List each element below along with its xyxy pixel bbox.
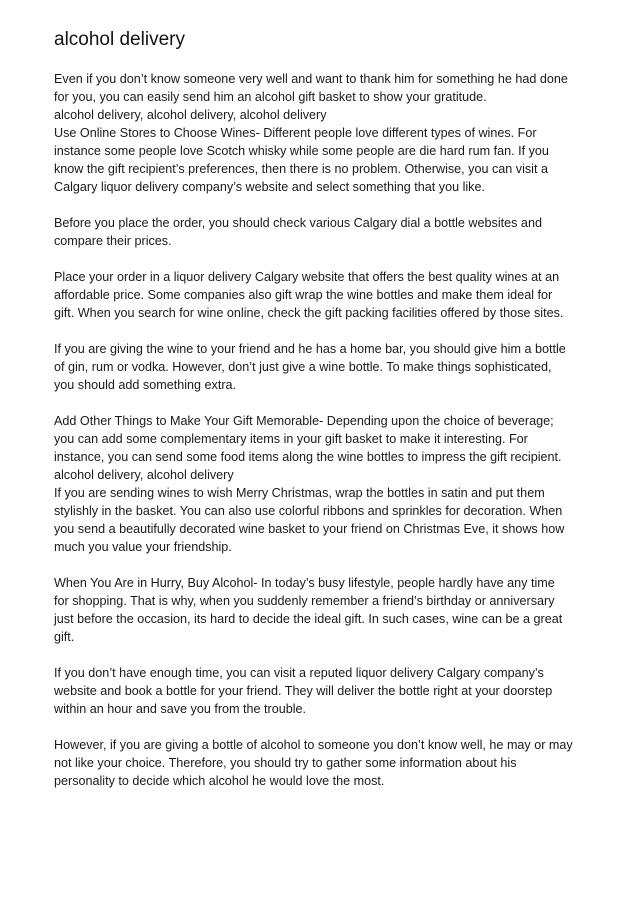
paragraph-not-enough-time: If you don’t have enough time, you can visit a reputed liquor delivery Calgary company’s website and book a bottle for your friend. They will deliver the bottle right at your doorstep within an hour and save you from the trouble.: [54, 666, 553, 716]
document-page: [54, 28, 594, 808]
paragraph-intro: Even if you don’t know someone very well and want to thank him for something he had done for you, you can easily send him an alcohol gift basket to show your gratitude. alcohol delivery, alcohol delivery, alcohol delivery Use Online Stores to Choose Wines- Different people love different types of wines. For instance some people love Scotch whisky while some people are die hard rum fan. If you know the gift recipient’s preferences, then there is no problem. Otherwise, you can visit a Calgary liquor delivery company’s website and select something that you like.: [54, 72, 568, 194]
document-title: alcohol delivery: [54, 29, 185, 50]
paragraph-choice: However, if you are giving a bottle of alcohol to someone you don’t know well, he may or may not like your choice. Therefore, you should try to gather some information about his personality to decide which alcohol he would love the most.: [54, 738, 573, 788]
paragraph-compare-prices: Before you place the order, you should check various Calgary dial a bottle websites and compare their prices.: [54, 216, 542, 248]
paragraph-hurry: When You Are in Hurry, Buy Alcohol- In today’s busy lifestyle, people hardly have any time for shopping. That is why, when you suddenly remember a friend’s birthday or anniversary just before the occasion, its hard to decide the ideal gift. In such cases, wine can be a great gift.: [54, 576, 563, 644]
paragraph-home-bar: If you are giving the wine to your friend and he has a home bar, you should give him a bottle of gin, rum or vodka. However, don’t just give a wine bottle. To make things sophisticated, you should add something extra.: [54, 342, 566, 392]
paragraph-gift-memorable: Add Other Things to Make Your Gift Memorable- Depending upon the choice of beverage; you can add some complementary items in your gift basket to make it interesting. For instance, you can send some food items along the wine bottles to impress the gift recipient. alcohol delivery, alcohol delivery If you are sending wines to wish Merry Christmas, wrap the bottles in satin and put them stylishly in the basket. You can also use colorful ribbons and sprinkles for decoration. When you send a beautifully decorated wine basket to your friend on Christmas Eve, it shows how much you value your friendship.: [54, 414, 565, 554]
paragraph-place-order: Place your order in a liquor delivery Calgary website that offers the best quality wines at an affordable price. Some companies also gift wrap the wine bottles and make them ideal for gift. When you search for wine online, check the gift packing facilities offered by those sites.: [54, 270, 564, 320]
